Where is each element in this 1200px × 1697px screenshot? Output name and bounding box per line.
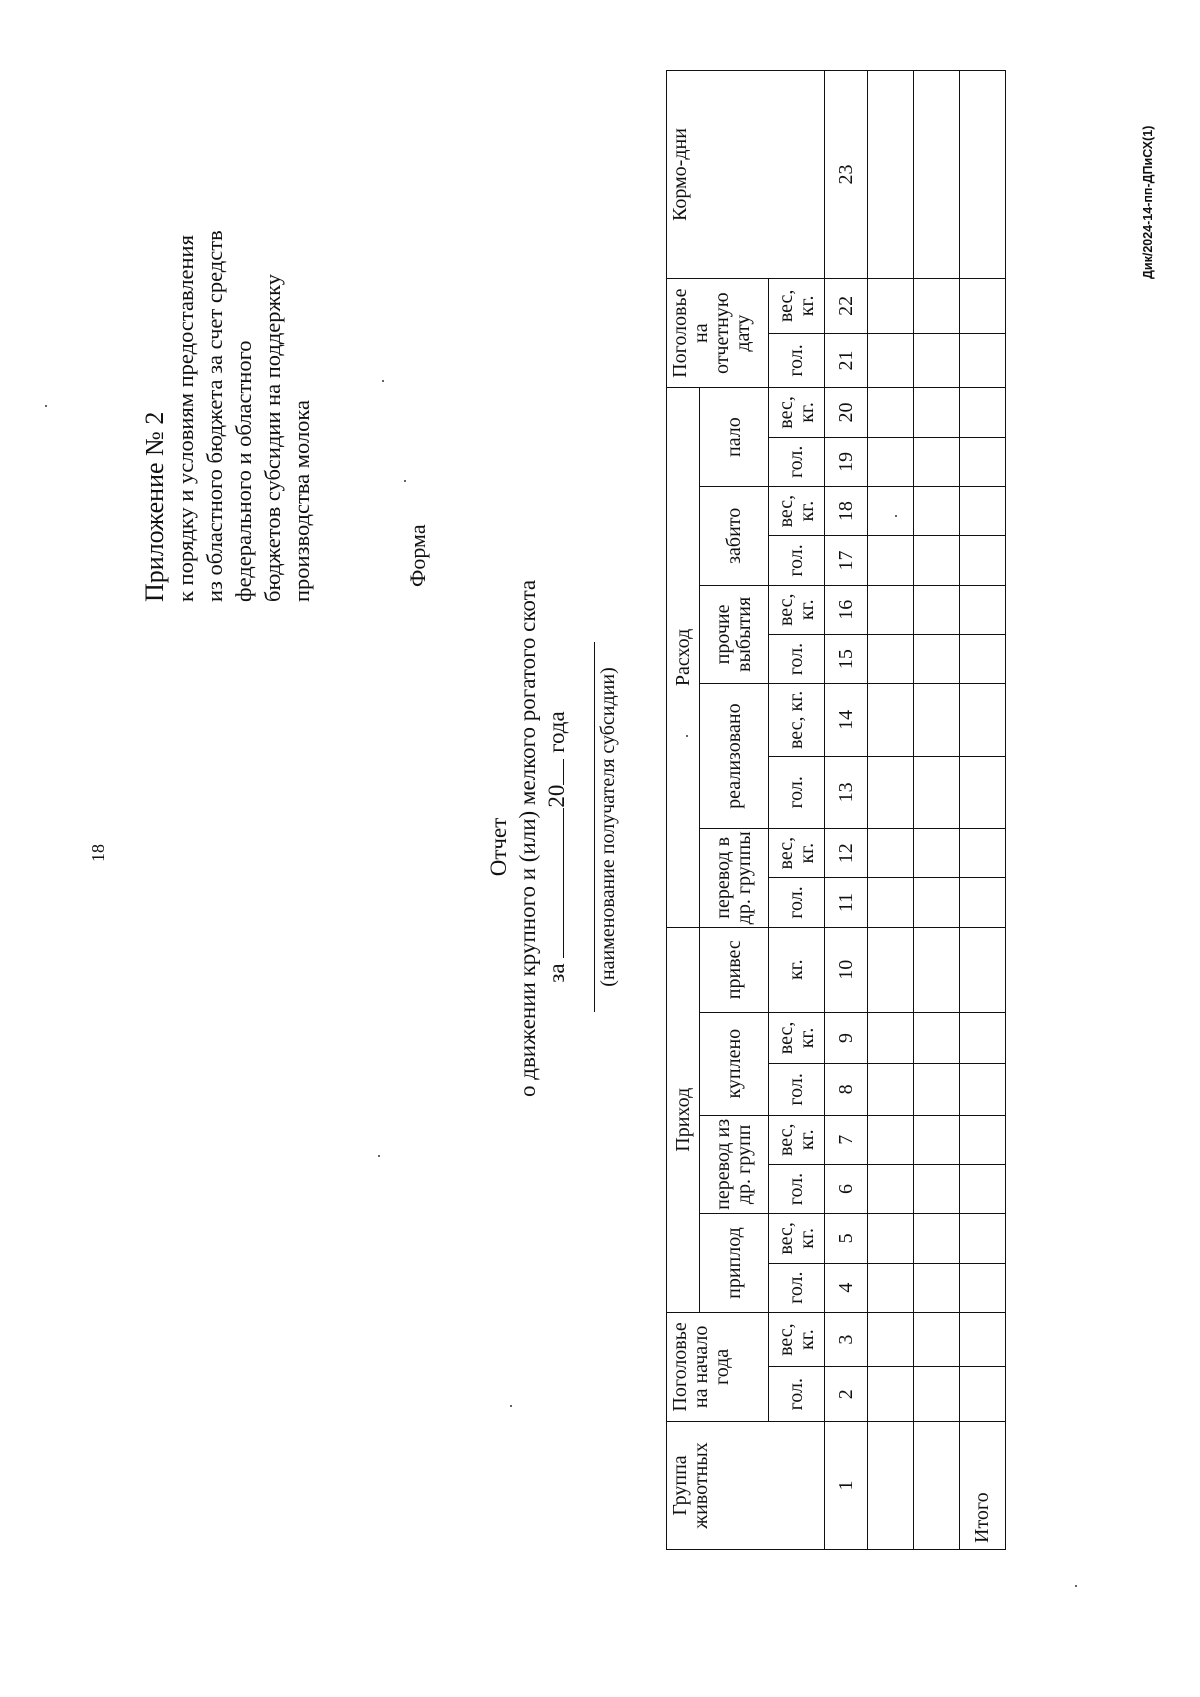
empty-cell[interactable]	[914, 829, 960, 878]
column-number: 6	[825, 1164, 868, 1213]
empty-cell[interactable]	[960, 634, 1006, 683]
empty-cell[interactable]	[960, 1164, 1006, 1213]
empty-cell[interactable]	[868, 279, 914, 334]
empty-cell[interactable]	[914, 437, 960, 486]
empty-cell[interactable]	[914, 486, 960, 535]
empty-cell[interactable]	[914, 1214, 960, 1263]
unit-weight: вес, кг.	[769, 388, 825, 437]
col-start-header: Поголовье на начало года	[667, 1312, 769, 1421]
empty-cell[interactable]	[868, 437, 914, 486]
period-blank[interactable]	[541, 808, 564, 958]
header-row-groups	[667, 71, 700, 1550]
empty-cell[interactable]	[914, 71, 960, 279]
unit-heads: гол.	[769, 1367, 825, 1422]
table-row-total	[960, 71, 1006, 1550]
unit-weight: вес, кг.	[769, 1214, 825, 1263]
column-number: 21	[825, 333, 868, 388]
empty-cell[interactable]	[914, 1312, 960, 1367]
appendix-line: из областного бюджета за счет средств	[202, 230, 227, 602]
unit-heads: гол.	[769, 878, 825, 927]
recipient-caption: (наименование получателя субсидии)	[594, 642, 620, 1012]
header-row-units	[769, 71, 825, 1550]
empty-cell[interactable]	[960, 756, 1006, 828]
scan-speck	[1075, 1585, 1077, 1587]
column-number: 9	[825, 1012, 868, 1063]
unit-heads: гол.	[769, 437, 825, 486]
column-number: 13	[825, 756, 868, 828]
col-died-header: пало	[700, 388, 769, 487]
empty-cell[interactable]	[868, 684, 914, 756]
column-number: 3	[825, 1312, 868, 1367]
empty-cell[interactable]	[960, 1367, 1006, 1422]
column-number: 23	[825, 71, 868, 279]
appendix-heading: Приложение № 2	[140, 411, 169, 602]
col-end-header: Поголовье на отчетную дату	[667, 279, 769, 388]
column-number: 4	[825, 1263, 868, 1312]
column-number: 14	[825, 684, 868, 756]
empty-cell[interactable]	[914, 1421, 960, 1549]
unit-heads: гол.	[769, 1064, 825, 1115]
appendix-line: бюджетов субсидии на поддержку	[260, 274, 285, 602]
unit-heads: гол.	[769, 1263, 825, 1312]
empty-cell[interactable]	[960, 388, 1006, 437]
col-slaughtered-header: забито	[700, 486, 769, 585]
period-prefix: за	[544, 963, 569, 983]
unit-weight: вес, кг.	[769, 1312, 825, 1367]
empty-cell[interactable]	[960, 1064, 1006, 1115]
appendix-line: к порядку и условиям предоставления	[173, 235, 198, 602]
empty-cell[interactable]	[868, 585, 914, 634]
column-number: 19	[825, 437, 868, 486]
empty-cell[interactable]	[868, 1214, 914, 1263]
col-sold-header: реализовано	[700, 684, 769, 829]
empty-cell[interactable]	[868, 71, 914, 279]
scan-speck	[45, 405, 47, 407]
col-income-header: Приход	[667, 927, 700, 1312]
column-number: 15	[825, 634, 868, 683]
empty-cell[interactable]	[914, 388, 960, 437]
empty-cell[interactable]	[914, 1064, 960, 1115]
scan-speck	[404, 480, 406, 482]
empty-cell[interactable]	[914, 684, 960, 756]
column-number: 17	[825, 536, 868, 585]
unit-weight: вес, кг.	[769, 684, 825, 756]
unit-heads: гол.	[769, 634, 825, 683]
column-number: 10	[825, 927, 868, 1012]
col-gain-header: привес	[700, 927, 769, 1012]
form-label: Форма	[405, 524, 430, 587]
unit-heads: гол.	[769, 536, 825, 585]
empty-cell[interactable]	[914, 634, 960, 683]
empty-cell[interactable]	[868, 536, 914, 585]
col-expense-header: Расход	[667, 388, 700, 927]
empty-cell[interactable]	[868, 1012, 914, 1063]
empty-cell[interactable]	[914, 1263, 960, 1312]
empty-cell[interactable]	[914, 536, 960, 585]
column-number: 16	[825, 585, 868, 634]
column-number: 8	[825, 1064, 868, 1115]
empty-cell[interactable]	[914, 927, 960, 1012]
year-blank[interactable]	[541, 759, 564, 785]
empty-cell[interactable]	[960, 437, 1006, 486]
empty-cell[interactable]	[868, 1064, 914, 1115]
empty-cell[interactable]	[960, 279, 1006, 334]
period-suffix: года	[544, 711, 569, 753]
col-bought-header: куплено	[700, 1012, 769, 1115]
empty-cell[interactable]	[960, 1012, 1006, 1063]
empty-cell[interactable]	[868, 1312, 914, 1367]
empty-cell[interactable]	[868, 927, 914, 1012]
empty-cell[interactable]	[868, 388, 914, 437]
empty-cell[interactable]	[868, 1421, 914, 1549]
scan-speck	[382, 380, 384, 382]
scan-speck	[378, 1155, 380, 1157]
table-row-empty	[914, 71, 960, 1550]
empty-cell[interactable]	[868, 1367, 914, 1422]
empty-cell[interactable]	[868, 1263, 914, 1312]
report-title: Отчет	[486, 817, 511, 877]
empty-cell[interactable]	[960, 1312, 1006, 1367]
empty-cell[interactable]	[914, 1115, 960, 1164]
empty-cell[interactable]	[914, 585, 960, 634]
col-group-header: Группа животных	[667, 1421, 825, 1549]
column-number: 20	[825, 388, 868, 437]
col-transfer-out-header: перевод в др. группы	[700, 829, 769, 928]
scan-speck	[510, 1405, 512, 1407]
empty-cell[interactable]	[914, 279, 960, 334]
page-number: 18	[88, 844, 108, 862]
column-number: 7	[825, 1115, 868, 1164]
empty-cell[interactable]	[960, 585, 1006, 634]
report-subtitle: о движении крупного и (или) мелкого рогатого скота	[515, 579, 540, 1097]
unit-heads: гол.	[769, 1164, 825, 1213]
col-transfer-in-header: перевод из др. групп	[700, 1115, 769, 1214]
footer-code: Дик/2024-14-пп-ДПиСХ(1)	[1141, 125, 1155, 279]
period-year-prefix: 20	[544, 784, 569, 808]
column-number: 18	[825, 486, 868, 535]
empty-cell[interactable]	[868, 829, 914, 878]
empty-cell[interactable]	[960, 927, 1006, 1012]
appendix-line: производства молока	[289, 400, 314, 602]
empty-cell[interactable]	[960, 1115, 1006, 1164]
column-number: 5	[825, 1214, 868, 1263]
empty-cell[interactable]	[960, 684, 1006, 756]
column-number: 22	[825, 279, 868, 334]
empty-cell[interactable]	[960, 878, 1006, 927]
report-table	[666, 70, 1006, 1550]
col-feed-days-header: Кормо-дни	[667, 71, 825, 279]
column-number: 2	[825, 1367, 868, 1422]
empty-cell[interactable]	[868, 634, 914, 683]
empty-cell[interactable]	[960, 536, 1006, 585]
appendix-block	[138, 230, 316, 602]
empty-cell[interactable]	[868, 1164, 914, 1213]
empty-cell[interactable]	[960, 829, 1006, 878]
column-number: 11	[825, 878, 868, 927]
unit-weight: вес, кг.	[769, 486, 825, 535]
empty-cell[interactable]	[960, 1214, 1006, 1263]
col-offspring-header: приплод	[700, 1214, 769, 1313]
unit-weight: вес, кг.	[769, 829, 825, 878]
column-number: 12	[825, 829, 868, 878]
report-period	[541, 597, 571, 1097]
unit-weight: вес, кг.	[769, 279, 825, 334]
empty-cell[interactable]	[914, 756, 960, 828]
col-other-culled-header: прочие выбытия	[700, 585, 769, 684]
empty-cell[interactable]	[914, 1012, 960, 1063]
table-row-empty	[868, 71, 914, 1550]
empty-cell[interactable]	[960, 333, 1006, 388]
empty-cell[interactable]	[868, 1115, 914, 1164]
empty-cell[interactable]	[960, 1263, 1006, 1312]
empty-cell[interactable]	[960, 71, 1006, 279]
appendix-line: федерального и областного	[231, 340, 256, 602]
empty-cell[interactable]	[914, 1164, 960, 1213]
empty-cell[interactable]	[868, 878, 914, 927]
empty-cell[interactable]	[868, 756, 914, 828]
unit-weight: вес, кг.	[769, 585, 825, 634]
unit-weight: вес, кг.	[769, 1115, 825, 1164]
empty-cell[interactable]	[868, 333, 914, 388]
unit-heads: гол.	[769, 756, 825, 828]
unit-weight: вес, кг.	[769, 1012, 825, 1063]
column-number-row	[825, 71, 868, 1550]
empty-cell[interactable]	[914, 1367, 960, 1422]
empty-cell[interactable]	[960, 486, 1006, 535]
column-number: 1	[825, 1421, 868, 1549]
unit-kg: кг.	[769, 927, 825, 1012]
unit-heads: гол.	[769, 333, 825, 388]
empty-cell[interactable]	[868, 486, 914, 535]
empty-cell[interactable]	[914, 333, 960, 388]
total-label: Итого	[960, 1421, 1006, 1549]
empty-cell[interactable]	[914, 878, 960, 927]
